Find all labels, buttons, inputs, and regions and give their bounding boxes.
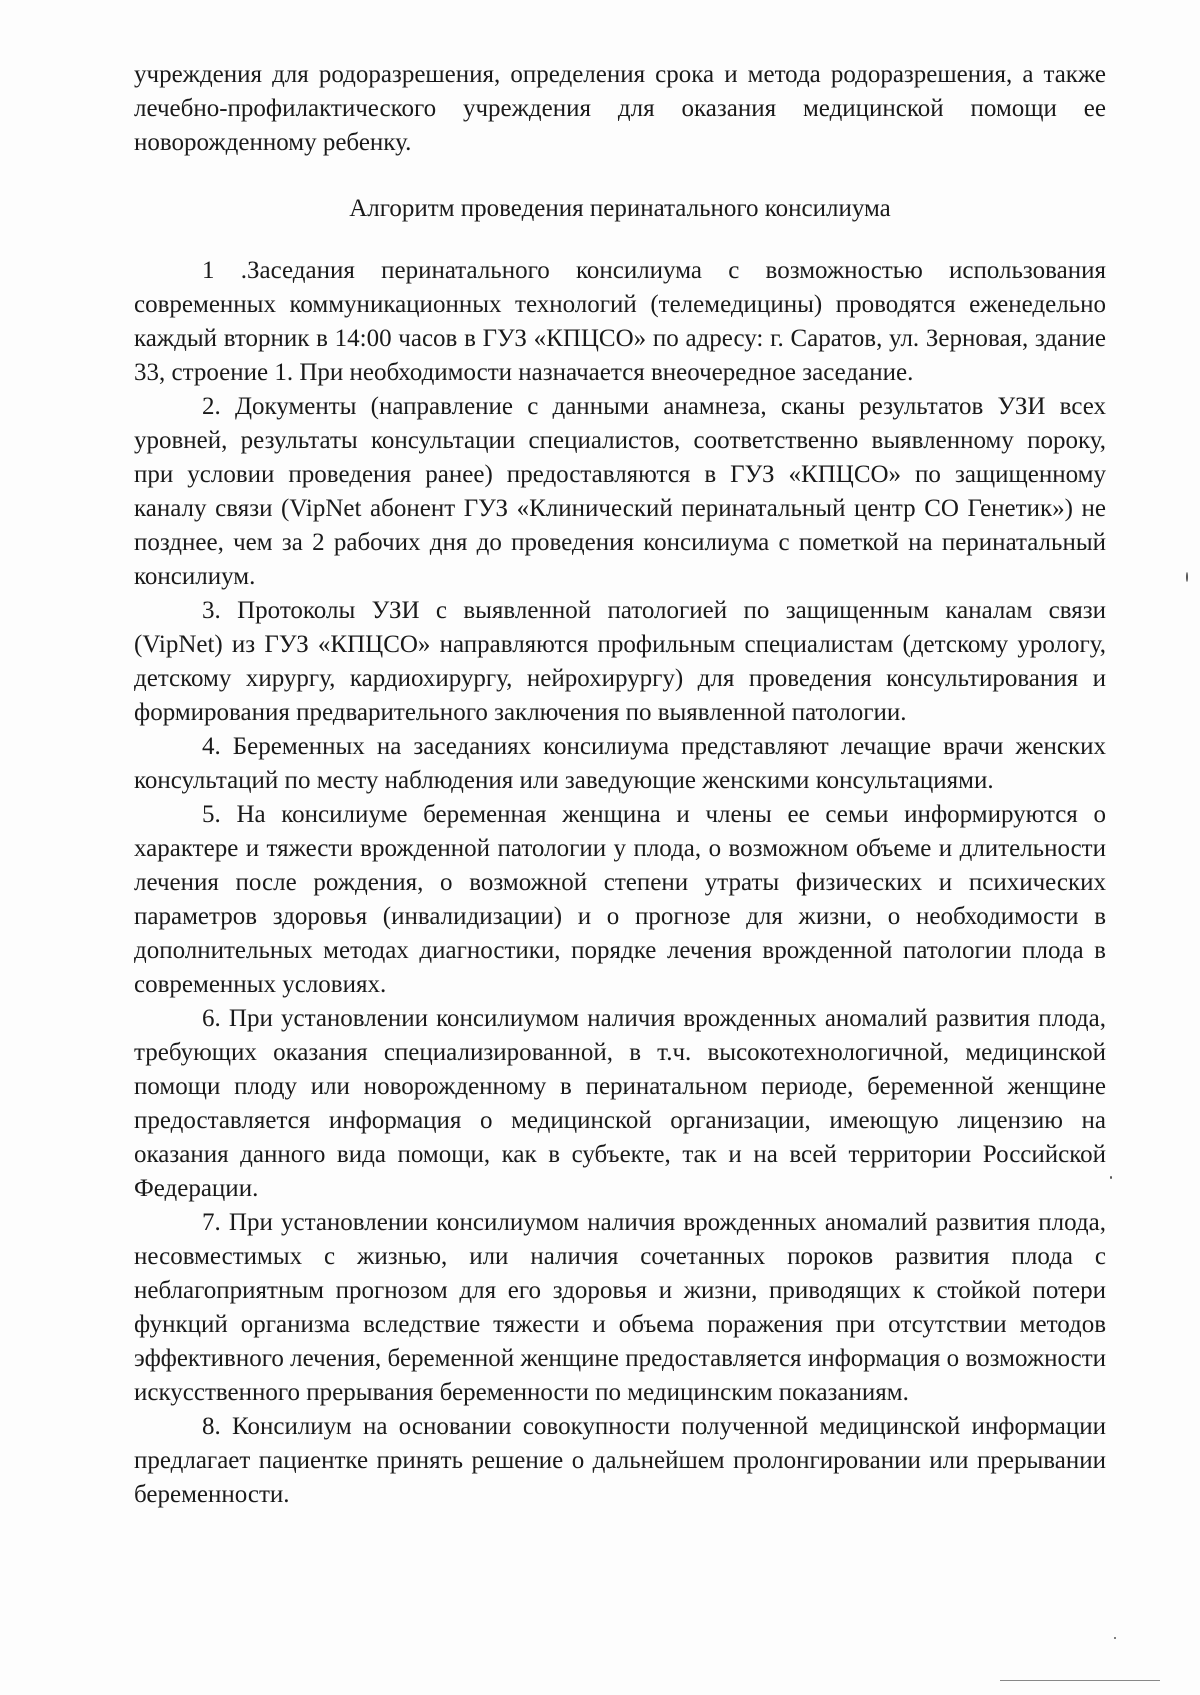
list-item-6: 6. При установлении консилиумом наличия врожденных аномалий развития плода, требующих оказания специализированной, в т.ч. высокотехнологичной, медицинской помощи плоду или новорожденному в перинатальном периоде, беременной женщине предоставляется информация о медицинской организации, имеющую лицензию на оказания данного вида помощи, как в субъекте, так и на всей территории Российской Федерации. — [134, 1005, 1106, 1202]
list-item-7: 7. При установлении консилиумом наличия врожденных аномалий развития плода, несовместимых с жизнью, или наличия сочетанных пороков развития плода с неблагоприятным прогнозом для его здоровья и жизни, приводящих к стойкой потери функций организма вследствие тяжести и объема поражения при отсутствии методов эффективного лечения, беременной женщине предоставляется информация о возможности искусственного прерывания беременности по медицинским показаниям. — [134, 1209, 1106, 1406]
list-item-4: 4. Беременных на заседаниях консилиума представляют лечащие врачи женских консультаций по месту наблюдения или заведующие женскими консультациями. — [134, 733, 1106, 794]
scan-edge-line — [1000, 1680, 1160, 1681]
scan-speck — [1186, 572, 1188, 582]
list-item-1: 1 .Заседания перинатального консилиума с возможностью использования современных коммуникационных технологий (телемедицины) проводятся еженедельно каждый вторник в 14:00 часов в ГУЗ «КПЦСО» по адресу: г. Саратов, ул. Зерновая, здание 33, строение 1. При необходимости назначается внеочередное заседание. — [134, 257, 1106, 386]
section-heading: Алгоритм проведения перинатального консилиума — [349, 195, 891, 222]
scan-speck — [1114, 1637, 1116, 1639]
list-item-2: 2. Документы (направление с данными анамнеза, сканы результатов УЗИ всех уровней, результаты консультации специалистов, соответственно выявленному пороку, при условии проведения ранее) предоставляются в ГУЗ «КПЦСО» по защищенному каналу связи (VipNet абонент ГУЗ «Клинический перинатальный центр СО Генетик») не позднее, чем за 2 рабочих дня до проведения консилиума с пометкой на перинатальный консилиум. — [134, 393, 1106, 590]
document-body — [134, 58, 1106, 1512]
list-item-3: 3. Протоколы УЗИ с выявленной патологией по защищенным каналам связи (VipNet) из ГУЗ «КПЦСО» направляются профильным специалистам (детскому урологу, детскому хирургу, кардиохирургу, нейрохирургу) для проведения консультирования и формирования предварительного заключения по выявленной патологии. — [134, 597, 1106, 726]
list-item-8: 8. Консилиум на основании совокупности полученной медицинской информации предлагает пациентке принять решение о дальнейшем пролонгировании или прерывании беременности. — [134, 1413, 1106, 1508]
scan-speck — [1110, 1176, 1112, 1179]
list-item-5: 5. На консилиуме беременная женщина и члены ее семьи информируются о характере и тяжести врожденной патологии у плода, о возможном объеме и длительности лечения после рождения, о возможной степени утраты физических и психических параметров здоровья (инвалидизации) и о прогнозе для жизни, о необходимости в дополнительных методах диагностики, порядке лечения врожденной патологии плода в современных условиях. — [134, 801, 1106, 998]
intro-paragraph: учреждения для родоразрешения, определения срока и метода родоразрешения, а также лечебно-профилактического учреждения для оказания медицинской помощи ее новорожденному ребенку. — [134, 61, 1106, 156]
